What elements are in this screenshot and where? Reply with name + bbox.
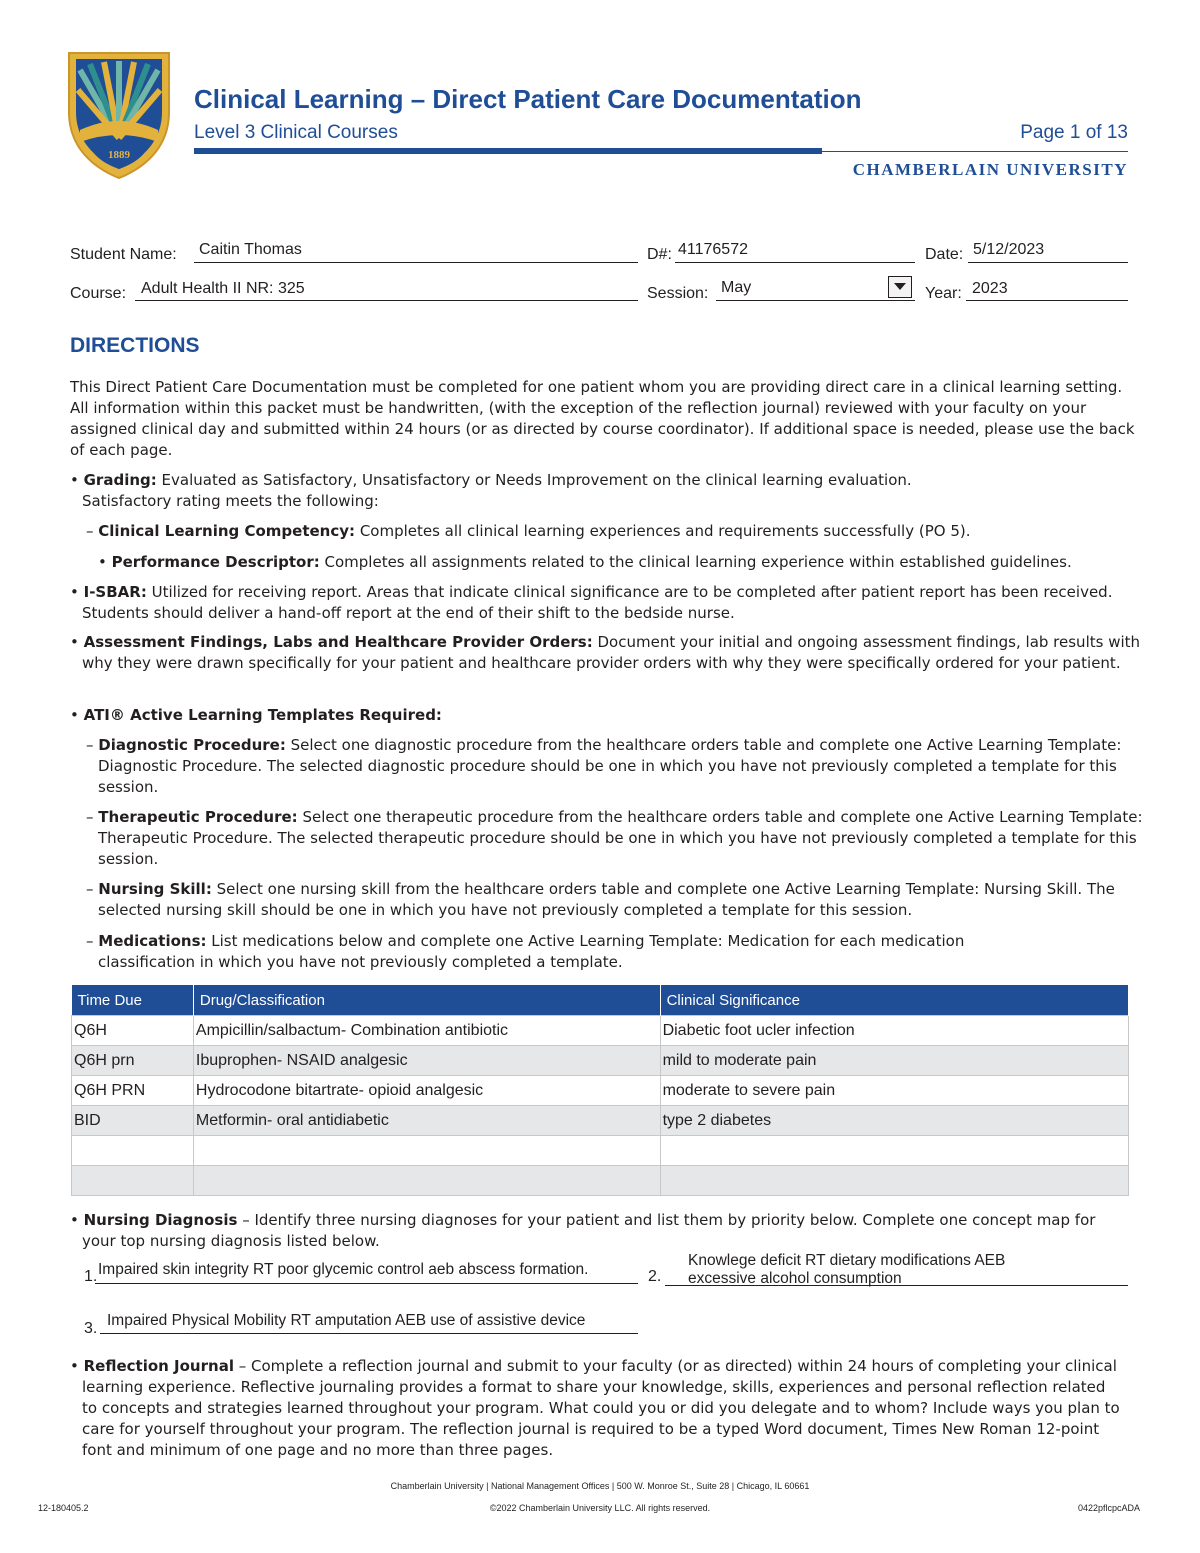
isbar-text: Utilized for receiving report. Areas that indicate clinical significance are to be completed after patient report has been received. Students should deliver a hand-off report at the end of their shift to the bedside nurse. bbox=[82, 583, 1113, 622]
d-number-label: D#: bbox=[647, 246, 672, 263]
grading-text2: Satisfactory rating meets the following: bbox=[82, 492, 379, 510]
medications-item: – Medications: List medications below and complete one Active Learning Template: Medication for each medication classification in which you have not previously completed a template. bbox=[86, 932, 965, 971]
logo-year: 1889 bbox=[108, 149, 130, 161]
competency-text: Completes all clinical learning experiences and requirements successfully (PO 5). bbox=[359, 522, 971, 540]
ati-label: ATI® Active Learning Templates Required: bbox=[83, 706, 442, 724]
significance-cell[interactable]: Diabetic foot ucler infection bbox=[660, 1016, 1128, 1046]
diagnostic-item: – Diagnostic Procedure: Select one diagnostic procedure from the healthcare orders table and complete one Active Learning Template: Diagnostic Procedure. The selected diagnostic procedure should be one in which you have not previously completed a template for this session. bbox=[86, 736, 1122, 796]
course-label: Course: bbox=[70, 285, 127, 302]
table-row bbox=[72, 1136, 1129, 1166]
isbar-item: • I-SBAR: Utilized for receiving report. Areas that indicate clinical significance are to be completed after patient report has been received. Students should deliver a hand-off report at the end of their shift to the bedside nurse. bbox=[70, 583, 1113, 622]
col-clinical-significance: Clinical Significance bbox=[660, 985, 1128, 1016]
competency-item: – Clinical Learning Competency: Completes all clinical learning experiences and requirements successfully (PO 5). bbox=[86, 522, 971, 540]
table-row bbox=[72, 1076, 1129, 1106]
table-row bbox=[72, 1106, 1129, 1136]
course-field[interactable]: Adult Health II NR: 325 bbox=[141, 280, 305, 297]
nursing-skill-item: – Nursing Skill: Select one nursing skill from the healthcare orders table and complete one Active Learning Template: Nursing Skill. The selected nursing skill should be one in which you have not previously completed a template for this session. bbox=[86, 880, 1115, 919]
isbar-label: I-SBAR: bbox=[83, 583, 147, 601]
assessment-label: Assessment Findings, Labs and Healthcare Provider Orders: bbox=[83, 633, 593, 651]
diagnosis-1-field[interactable]: Impaired skin integrity RT poor glycemic control aeb abscess formation. bbox=[98, 1261, 589, 1278]
university-name: CHAMBERLAIN UNIVERSITY bbox=[852, 160, 1128, 179]
nursing-diagnosis-item: • Nursing Diagnosis – Identify three nursing diagnoses for your patient and list them by priority below. Complete one concept map for your top nursing diagnosis listed below. bbox=[70, 1211, 1096, 1250]
drug-cell[interactable] bbox=[193, 1136, 660, 1166]
reflection-journal-label: Reflection Journal bbox=[83, 1357, 234, 1375]
page-number: Page 1 of 13 bbox=[1020, 122, 1128, 143]
document-subtitle: Level 3 Clinical Courses bbox=[194, 122, 398, 143]
significance-cell[interactable]: mild to moderate pain bbox=[660, 1046, 1128, 1076]
grading-label: Grading: bbox=[83, 471, 157, 489]
diagnostic-text: Select one diagnostic procedure from the healthcare orders table and complete one Active Learning Template: Diagnostic Procedure. The selected diagnostic procedure should be one in which you have not previously completed a template for this session. bbox=[98, 736, 1122, 796]
assessment-text: Document your initial and ongoing assessment findings, lab results with why they were drawn specifically for your patient and healthcare provider orders with why they were specifically ordered for your patient. bbox=[82, 633, 1141, 672]
diagnosis-2-field-line2[interactable]: excessive alcohol consumption bbox=[688, 1270, 902, 1287]
drug-cell[interactable]: Ibuprophen- NSAID analgesic bbox=[193, 1046, 660, 1076]
date-field[interactable]: 5/12/2023 bbox=[973, 241, 1045, 258]
diagnosis-2-field-line1[interactable]: Knowlege deficit RT dietary modifications AEB bbox=[688, 1252, 1006, 1269]
significance-cell[interactable]: moderate to severe pain bbox=[660, 1076, 1128, 1106]
time-due-cell[interactable] bbox=[72, 1136, 194, 1166]
directions-intro: This Direct Patient Care Documentation must be completed for one patient whom you are providing direct care in a clinical learning setting. All information within this packet must be handwritten, (with the exception of the reflection journal) reviewed with your faculty on your assigned clinical day and submitted within 24 hours (or as directed by course coordinator). If additional space is needed, please use the back of each page. bbox=[70, 378, 1135, 459]
time-due-cell[interactable]: Q6H PRN bbox=[72, 1076, 194, 1106]
header-rule bbox=[194, 148, 822, 154]
session-line bbox=[716, 300, 915, 301]
date-line bbox=[968, 262, 1128, 263]
year-label: Year: bbox=[925, 285, 962, 302]
diagnosis-3-line bbox=[100, 1333, 638, 1334]
nursing-diagnosis-label: Nursing Diagnosis bbox=[83, 1211, 238, 1229]
drug-cell[interactable]: Metformin- oral antidiabetic bbox=[193, 1106, 660, 1136]
performance-text: Completes all assignments related to the clinical learning experience within established guidelines. bbox=[324, 553, 1072, 571]
nursing-skill-text: Select one nursing skill from the healthcare orders table and complete one Active Learning Template: Nursing Skill. The selected nursing skill should be one in which you have not previously completed a template for this session. bbox=[98, 880, 1115, 919]
table-row bbox=[72, 1016, 1129, 1046]
diagnosis-1-number: 1. bbox=[84, 1268, 98, 1285]
footer-address: Chamberlain University | National Management Offices | 500 W. Monroe St., Suite 28 | Chicago, IL 60661 bbox=[390, 1481, 810, 1491]
therapeutic-text: Select one therapeutic procedure from the healthcare orders table and complete one Active Learning Template: Therapeutic Procedure. The selected therapeutic procedure should be one in which you have not previously completed a template for this session. bbox=[98, 808, 1143, 868]
competency-label: Clinical Learning Competency: bbox=[98, 522, 356, 540]
student-name-field[interactable]: Caitin Thomas bbox=[199, 241, 302, 258]
ati-item: • ATI® Active Learning Templates Required: bbox=[70, 706, 442, 724]
session-dropdown-button[interactable] bbox=[888, 276, 912, 298]
time-due-cell[interactable]: BID bbox=[72, 1106, 194, 1136]
session-select[interactable]: May bbox=[721, 279, 752, 296]
table-row bbox=[72, 1166, 1129, 1196]
footer-copyright: ©2022 Chamberlain University LLC. All rights reserved. bbox=[489, 1503, 711, 1513]
session-label: Session: bbox=[647, 285, 709, 302]
performance-item: • Performance Descriptor: Completes all assignments related to the clinical learning experience within established guidelines. bbox=[98, 553, 1072, 571]
grading-item: • Grading: Evaluated as Satisfactory, Unsatisfactory or Needs Improvement on the clinical learning evaluation. bbox=[70, 471, 912, 489]
performance-label: Performance Descriptor: bbox=[111, 553, 320, 571]
footer-code-left: 12-180405.2 bbox=[38, 1503, 89, 1513]
chevron-down-icon bbox=[893, 282, 907, 292]
nursing-skill-label: Nursing Skill: bbox=[98, 880, 212, 898]
student-name-label: Student Name: bbox=[70, 246, 177, 263]
medications-label: Medications: bbox=[98, 932, 207, 950]
significance-cell[interactable] bbox=[660, 1136, 1128, 1166]
significance-cell[interactable] bbox=[660, 1166, 1128, 1196]
d-number-field[interactable]: 41176572 bbox=[678, 241, 748, 258]
significance-cell[interactable]: type 2 diabetes bbox=[660, 1106, 1128, 1136]
time-due-cell[interactable] bbox=[72, 1166, 194, 1196]
document-title: Clinical Learning – Direct Patient Care Documentation bbox=[194, 84, 862, 114]
chamberlain-logo bbox=[66, 50, 172, 180]
medication-table bbox=[71, 985, 1129, 1196]
medications-text: List medications below and complete one Active Learning Template: Medication for each medication classification in which you have not previously completed a template. bbox=[98, 932, 965, 971]
time-due-cell[interactable]: Q6H prn bbox=[72, 1046, 194, 1076]
course-line bbox=[135, 300, 638, 301]
col-drug-classification: Drug/Classification bbox=[193, 985, 660, 1016]
therapeutic-label: Therapeutic Procedure: bbox=[98, 808, 298, 826]
col-time-due: Time Due bbox=[72, 985, 194, 1016]
table-row bbox=[72, 1046, 1129, 1076]
time-due-cell[interactable]: Q6H bbox=[72, 1016, 194, 1046]
d-number-line bbox=[675, 262, 915, 263]
date-label: Date: bbox=[925, 246, 964, 263]
grading-text: Evaluated as Satisfactory, Unsatisfactory or Needs Improvement on the clinical learning evaluation. bbox=[161, 471, 912, 489]
therapeutic-item: – Therapeutic Procedure: Select one therapeutic procedure from the healthcare orders table and complete one Active Learning Template: Therapeutic Procedure. The selected therapeutic procedure should be one in which you have not previously completed a template for this session. bbox=[86, 808, 1143, 868]
drug-cell[interactable] bbox=[193, 1166, 660, 1196]
drug-cell[interactable]: Ampicillin/salbactum- Combination antibiotic bbox=[193, 1016, 660, 1046]
diagnosis-2-number: 2. bbox=[648, 1268, 662, 1285]
year-field[interactable]: 2023 bbox=[972, 280, 1008, 297]
year-line bbox=[966, 300, 1128, 301]
diagnosis-3-field[interactable]: Impaired Physical Mobility RT amputation AEB use of assistive device bbox=[107, 1312, 586, 1329]
drug-cell[interactable]: Hydrocodone bitartrate- opioid analgesic bbox=[193, 1076, 660, 1106]
table-header-row bbox=[72, 985, 1129, 1016]
nursing-diagnosis-text: – Identify three nursing diagnoses for your patient and list them by priority below. Complete one concept map for your top nursing diagnosis listed below. bbox=[82, 1211, 1096, 1250]
diagnostic-label: Diagnostic Procedure: bbox=[98, 736, 286, 754]
diagnosis-1-line bbox=[95, 1283, 638, 1284]
header-rule-thin bbox=[822, 151, 1128, 152]
student-name-line bbox=[194, 262, 638, 263]
diagnosis-3-number: 3. bbox=[84, 1320, 98, 1337]
footer-code-right: 0422pflcpcADA bbox=[1077, 1503, 1140, 1513]
directions-heading: DIRECTIONS bbox=[70, 334, 200, 357]
reflection-journal-item: • Reflection Journal – Complete a reflection journal and submit to your faculty (or as directed) within 24 hours of completing your clinical learning experience. Reflective journaling provides a format to share your knowledge, skills, experiences and personal reflection related to concepts and strategies learned throughout your program. What could you or did you delegate and to whom? Include ways you plan to care for yourself throughout your program. The reflection journal is required to be a typed Word document, Times New Roman 12-point font and minimum of one page and no more than three pages. bbox=[70, 1357, 1120, 1459]
assessment-item: • Assessment Findings, Labs and Healthcare Provider Orders: Document your initial and ongoing assessment findings, lab results with why they were drawn specifically for your patient and healthcare provider orders with why they were specifically ordered for your patient. bbox=[70, 633, 1141, 672]
reflection-journal-text: – Complete a reflection journal and submit to your faculty (or as directed) within 24 hours of completing your clinical learning experience. Reflective journaling provides a format to share your knowledge, skills, experiences and personal reflection related to concepts and strategies learned throughout your program. What could you or did you delegate and to whom? Include ways you plan to care for yourself throughout your program. The reflection journal is required to be a typed Word document, Times New Roman 12-point font and minimum of one page and no more than three pages. bbox=[82, 1357, 1120, 1459]
